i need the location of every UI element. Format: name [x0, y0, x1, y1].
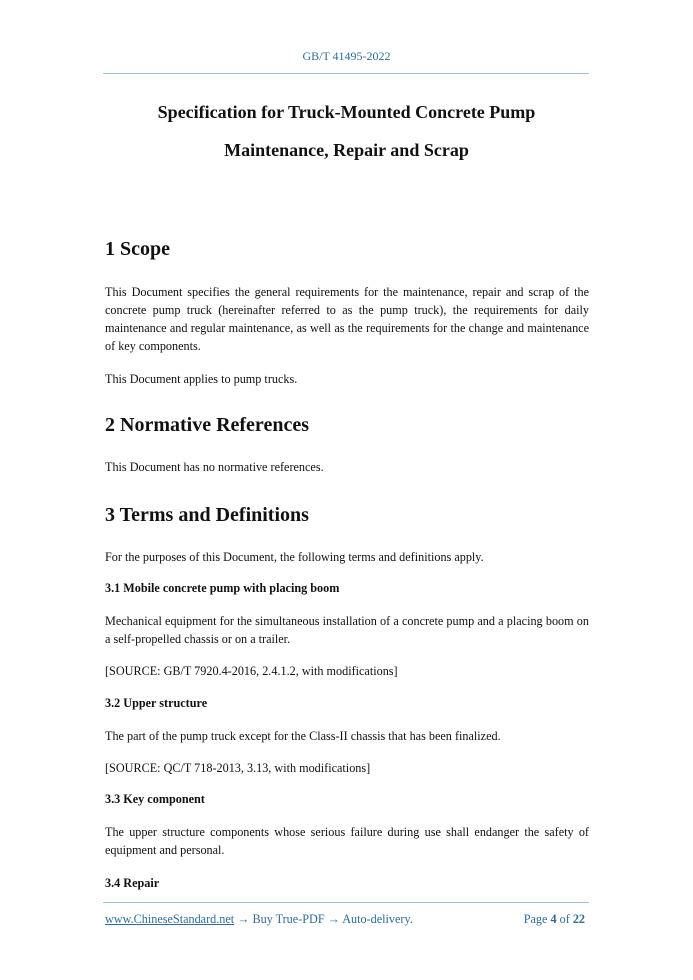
page-total: 22 [572, 912, 585, 926]
header-rule [103, 73, 589, 74]
section-heading: 2 Normative References [105, 414, 309, 436]
term-source: [SOURCE: GB/T 7920.4-2016, 2.4.1.2, with modifications] [105, 664, 398, 678]
term-source: [SOURCE: QC/T 718-2013, 3.13, with modifications] [105, 761, 371, 775]
page-of: of [559, 912, 570, 926]
page-label: Page [523, 912, 548, 926]
term-definition: The part of the pump truck except for the Class-II chassis that has been finalized. [105, 729, 501, 743]
term-heading: 3.3 Key component [105, 792, 205, 806]
section-heading: 3 Terms and Definitions [105, 504, 309, 526]
section-heading: 1 Scope [105, 238, 170, 260]
paragraph: This Document specifies the general requirements for the maintenance, repair and scrap of the concrete pump truck (hereinafter referred to as the pump truck), the requirements for daily maintenance and regular maintenance, as well as the requirements for the change and maintenance of key components. [105, 285, 589, 353]
term-definition: The upper structure components whose serious failure during use shall endanger the safety of equipment and personal. [105, 825, 589, 857]
title-line-2: Maintenance, Repair and Scrap [224, 140, 469, 160]
paragraph: For the purposes of this Document, the following terms and definitions apply. [105, 550, 484, 564]
title-line-1: Specification for Truck-Mounted Concrete Pump [157, 102, 536, 122]
paragraph: This Document applies to pump trucks. [105, 372, 298, 386]
term-definition: Mechanical equipment for the simultaneous installation of a concrete pump and a placing boom on a self-propelled chassis or on a trailer. [105, 614, 589, 646]
term-heading: 3.4 Repair [105, 876, 160, 890]
header-doc-code: GB/T 41495-2022 [302, 49, 391, 63]
footer-promo [105, 912, 413, 927]
page-indicator [524, 912, 585, 927]
term-heading: 3.1 Mobile concrete pump with placing boom [105, 581, 340, 595]
footer-buy-text: → Buy True-PDF → Auto-delivery. [237, 912, 413, 926]
website-link[interactable]: www.ChineseStandard.net [105, 912, 235, 926]
page-number: 4 [550, 912, 557, 926]
footer-rule [103, 902, 589, 903]
term-heading: 3.2 Upper structure [105, 696, 208, 710]
paragraph: This Document has no normative references. [105, 460, 324, 474]
